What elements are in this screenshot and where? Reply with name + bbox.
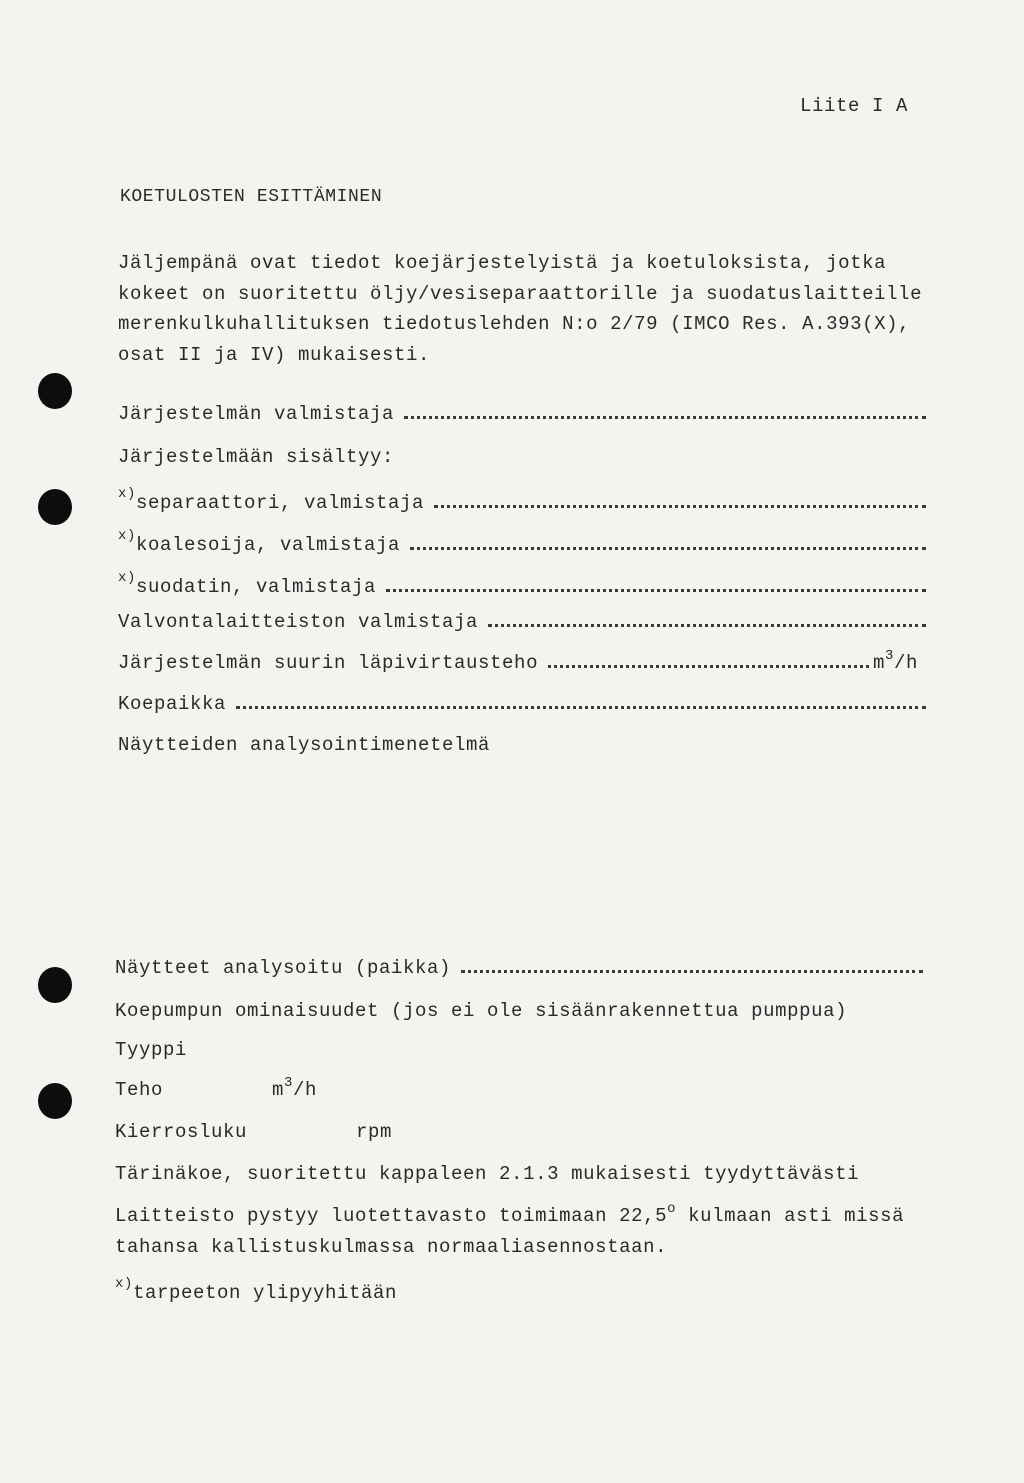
intro-line: merenkulkuhallituksen tiedotuslehden N:o 2/79 (IMCO Res. A.393(X), [118,313,911,335]
punch-hole [38,1083,72,1119]
analysis-method-label: Näytteiden analysointimenetelmä [118,734,491,756]
rpm-label: Kierrosluku [115,1121,248,1143]
footnote-mark: x) [118,570,137,586]
field-separator: $^{x)}$separaattori, valmistaja [118,486,930,514]
intro-line: Jäljempänä ovat tiedot koejärjestelyistä ja koetuloksista, jotka [118,252,887,274]
fill-line [410,547,926,550]
fill-line [488,624,926,627]
footnote: $^{x)}$tarpeeton ylipyyhitään [115,1276,398,1304]
punch-hole [38,489,72,525]
vibration-test: Tärinäkoe, suoritettu kappaleen 2.1.3 mukaisesti tyydyttävästi [115,1163,860,1185]
field-samples-analysed: Näytteet analysoitu (paikka) [115,957,927,979]
footnote-mark: x) [118,528,137,544]
fill-line [461,970,923,973]
field-coalescer: $^{x)}$koalesoija, valmistaja [118,528,930,556]
intro-paragraph [118,248,922,370]
tilt-line-2: tahansa kallistuskulmassa normaaliasennostaan. [115,1236,668,1258]
test-pump-label: Koepumpun ominaisuudet (jos ei ole sisäänrakennettua pumppua) [115,1000,848,1022]
power-label: Teho [115,1079,164,1101]
tilt-line-1: Laitteisto pystyy luotettavasto toimimaan 22,5$^o$ kulmaan asti missä [115,1201,905,1227]
field-max-throughput: Järjestelmän suurin läpivirtausteho $m^3/h$ [118,648,918,674]
fill-line [236,706,926,709]
punch-hole [38,967,72,1003]
fill-line [548,665,869,668]
field-test-site: Koepaikka [118,693,930,715]
rpm-unit: rpm [356,1121,393,1143]
unit-m3h: $m^3/h$ [872,648,918,674]
field-system-manufacturer: Järjestelmän valmistaja [118,403,930,425]
fill-line [404,416,926,419]
intro-line: osat II ja IV) mukaisesti. [118,343,431,366]
type-label: Tyyppi [115,1039,188,1061]
page-title: KOETULOSTEN ESITTÄMINEN [120,187,383,207]
field-monitoring-manufacturer: Valvontalaitteiston valmistaja [118,611,930,633]
footnote-mark: x) [118,486,137,502]
system-includes-label: Järjestelmään sisältyy: [118,446,395,468]
field-filter: $^{x)}$suodatin, valmistaja [118,570,930,598]
punch-hole [38,373,72,409]
fill-line [434,505,926,508]
power-unit: $m^3/h$ [272,1075,318,1101]
annex-label: Liite I A [800,95,909,117]
fill-line [386,589,926,592]
intro-line: kokeet on suoritettu öljy/vesiseparaattorille ja suodatuslaitteille [118,282,923,305]
